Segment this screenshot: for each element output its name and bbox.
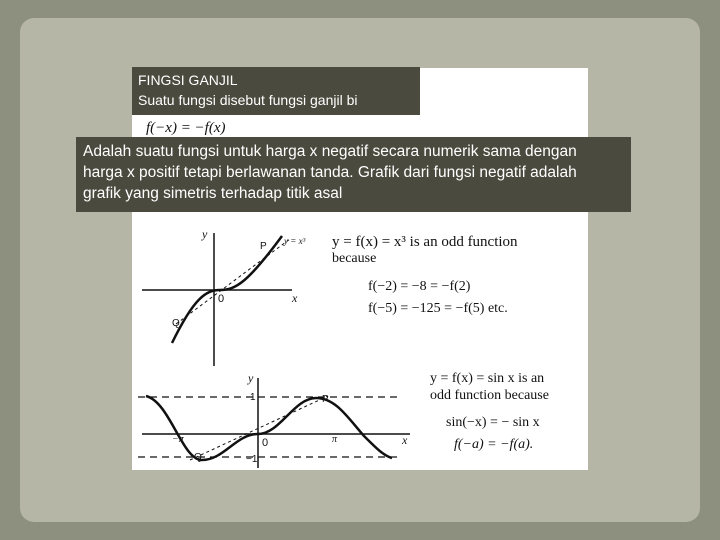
definition-line-2: harga x positif tetapi berlawanan tanda. Grafik dari fungsi negatif adalah bbox=[83, 164, 577, 181]
slide-subtitle: Suatu fungsi disebut fungsi ganjil bi bbox=[138, 92, 358, 108]
cubic-statement-1: y = f(x) = x³ is an odd function bbox=[332, 234, 518, 250]
cubic-statement-2: because bbox=[332, 251, 377, 266]
sine-curve bbox=[146, 396, 392, 460]
cubic-curve-label: y = x³ bbox=[284, 236, 306, 246]
definition-line-1: Adalah suatu fungsi untuk harga x negatif secara numerik sama dengan bbox=[83, 143, 577, 160]
sine-statement-1: y = f(x) = sin x is an bbox=[430, 371, 545, 386]
sine-identity: sin(−x) = − sin x bbox=[446, 415, 540, 430]
sine-secant-line bbox=[190, 396, 328, 460]
cubic-x-label: x bbox=[292, 291, 298, 305]
cubic-point-p: P bbox=[260, 241, 267, 252]
definition-line-3: grafik yang simetris terhadap titik asal bbox=[83, 185, 343, 202]
sine-point-p: P bbox=[322, 394, 329, 405]
sine-statement-2: odd function because bbox=[430, 388, 549, 403]
sine-y-label: y bbox=[248, 371, 254, 385]
definition-caption-box bbox=[76, 137, 631, 212]
cubic-point-q: Q bbox=[172, 318, 180, 329]
cubic-secant-line bbox=[176, 239, 290, 324]
sine-identity-2: f(−a) = −f(a). bbox=[454, 437, 534, 452]
cubic-example-1: f(−2) = −8 = −f(2) bbox=[368, 279, 471, 294]
sine-tick-pi: π bbox=[332, 434, 338, 445]
sine-point-q: Q bbox=[194, 452, 202, 463]
sine-tick-pos-one: 1 bbox=[250, 392, 256, 403]
textbook-figure bbox=[132, 68, 588, 470]
sine-origin-label: 0 bbox=[262, 437, 269, 449]
sine-graph bbox=[138, 371, 410, 468]
formula-top: f(−x) = −f(x) bbox=[146, 120, 226, 136]
sine-x-label: x bbox=[402, 433, 408, 447]
cubic-graph bbox=[142, 227, 306, 366]
cubic-y-label: y bbox=[202, 227, 208, 241]
sine-tick-neg-one: −1 bbox=[246, 454, 258, 465]
sine-tick-neg-pi: −π bbox=[172, 434, 184, 445]
title-caption-box bbox=[132, 67, 420, 115]
textbook-graphics bbox=[132, 68, 588, 470]
slide-title: FINGSI GANJIL bbox=[138, 72, 238, 88]
cubic-example-2: f(−5) = −125 = −f(5) etc. bbox=[368, 301, 508, 316]
cubic-origin-label: 0 bbox=[218, 293, 225, 305]
